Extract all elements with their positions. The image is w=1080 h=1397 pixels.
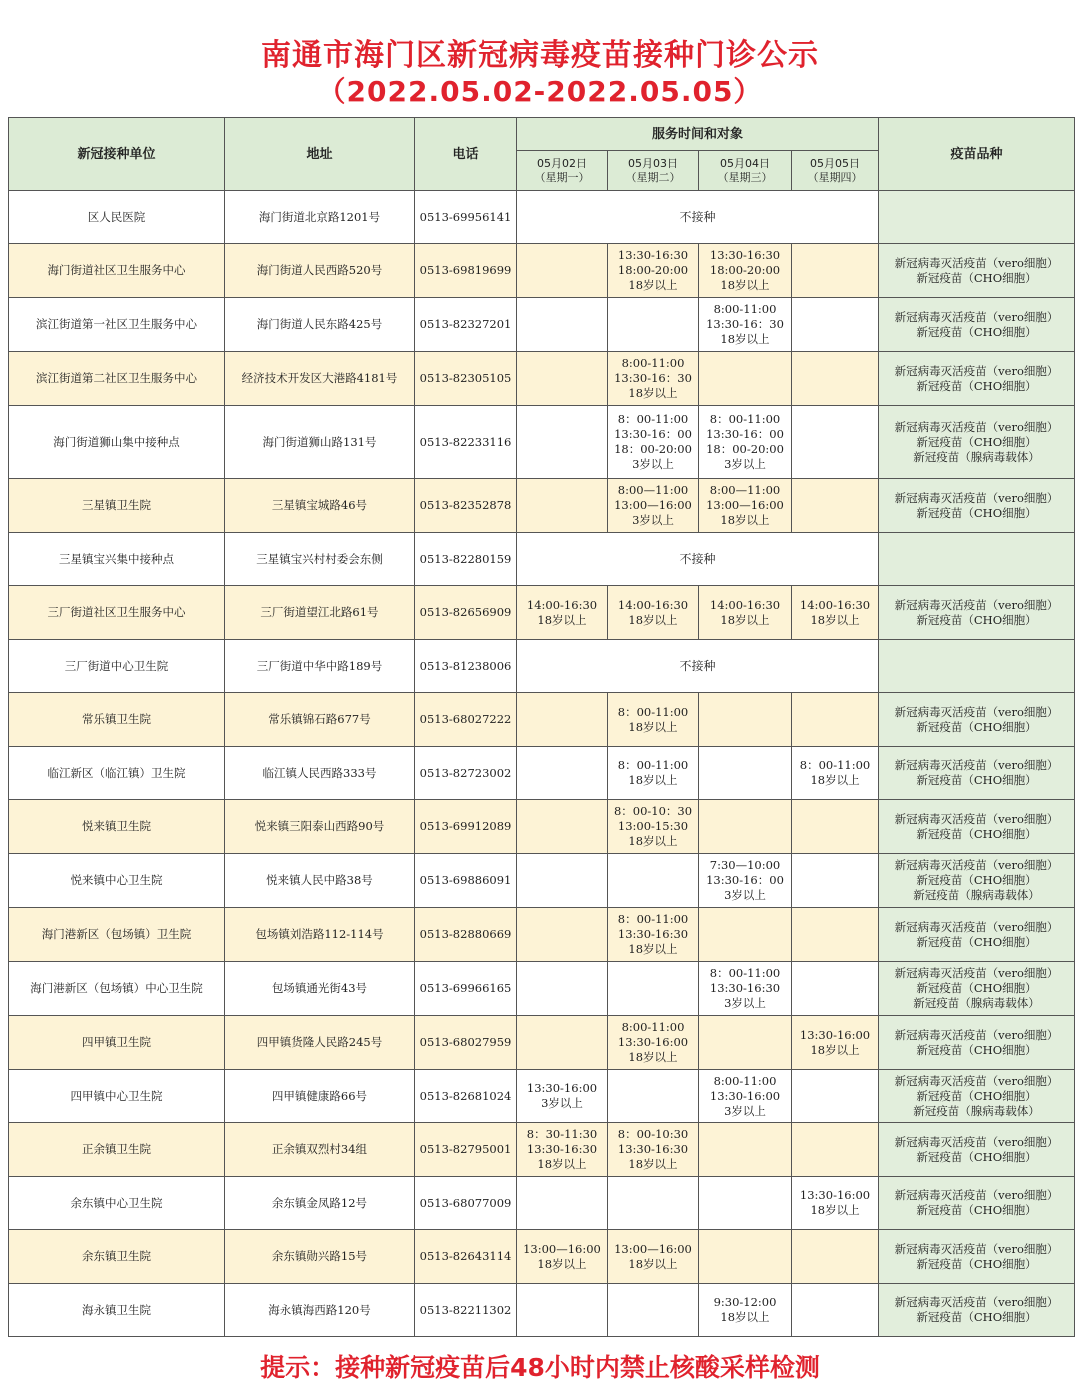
unit-phone: 0513-82211302	[415, 1284, 517, 1337]
service-time-cell	[792, 406, 879, 479]
unit-address: 包场镇刘浩路112-114号	[225, 908, 415, 962]
service-time-cell	[517, 352, 608, 406]
service-time-cell	[699, 352, 792, 406]
unit-name: 区人民医院	[9, 191, 225, 244]
service-time-cell	[608, 298, 699, 352]
service-time-cell	[517, 406, 608, 479]
service-time-cell	[699, 800, 792, 854]
vaccine-types: 新冠病毒灭活疫苗（vero细胞） 新冠疫苗（CHO细胞）	[879, 1284, 1075, 1337]
unit-address: 海永镇海西路120号	[225, 1284, 415, 1337]
service-time-cell: 14:00-16:30 18岁以上	[517, 586, 608, 640]
table-row	[9, 1123, 1075, 1177]
unit-phone: 0513-68077009	[415, 1177, 517, 1230]
service-time-cell	[792, 854, 879, 908]
day-week: （星期二）	[625, 170, 681, 184]
unit-phone: 0513-82280159	[415, 533, 517, 586]
table-row	[9, 640, 1075, 693]
unit-phone: 0513-82327201	[415, 298, 517, 352]
table-row	[9, 191, 1075, 244]
header-vaccine: 疫苗品种	[879, 118, 1075, 191]
unit-address: 余东镇金凤路12号	[225, 1177, 415, 1230]
service-time-cell	[608, 1070, 699, 1123]
day-date: 05月05日	[810, 156, 860, 170]
no-vaccination-note: 不接种	[517, 640, 879, 693]
service-time-cell	[792, 693, 879, 747]
table-row	[9, 1284, 1075, 1337]
unit-phone: 0513-82681024	[415, 1070, 517, 1123]
service-time-cell	[792, 1123, 879, 1177]
unit-name: 悦来镇卫生院	[9, 800, 225, 854]
service-time-cell	[792, 244, 879, 298]
unit-name: 三星镇宝兴集中接种点	[9, 533, 225, 586]
vaccine-types: 新冠病毒灭活疫苗（vero细胞） 新冠疫苗（CHO细胞） 新冠疫苗（腺病毒载体）	[879, 1070, 1075, 1123]
service-time-cell	[517, 747, 608, 800]
service-time-cell	[608, 1177, 699, 1230]
service-time-cell: 13:00—16:00 18岁以上	[608, 1230, 699, 1284]
service-time-cell	[517, 298, 608, 352]
vaccine-types: 新冠病毒灭活疫苗（vero细胞） 新冠疫苗（CHO细胞）	[879, 908, 1075, 962]
table-row	[9, 800, 1075, 854]
unit-name: 余东镇中心卫生院	[9, 1177, 225, 1230]
day-date: 05月02日	[537, 156, 587, 170]
header-day	[608, 151, 699, 191]
unit-address: 常乐镇锦石路677号	[225, 693, 415, 747]
service-time-cell	[517, 854, 608, 908]
unit-address: 悦来镇三阳泰山西路90号	[225, 800, 415, 854]
vaccine-types: 新冠病毒灭活疫苗（vero细胞） 新冠疫苗（CHO细胞）	[879, 586, 1075, 640]
service-time-cell: 8：30-11:30 13:30-16:30 18岁以上	[517, 1123, 608, 1177]
unit-address: 三厂街道中华中路189号	[225, 640, 415, 693]
header-phone: 电话	[415, 118, 517, 191]
service-time-cell: 8:00—11:00 13:00—16:00 18岁以上	[699, 479, 792, 533]
table-row	[9, 854, 1075, 908]
service-time-cell: 14:00-16:30 18岁以上	[608, 586, 699, 640]
service-time-cell	[699, 908, 792, 962]
unit-address: 余东镇勋兴路15号	[225, 1230, 415, 1284]
unit-name: 四甲镇中心卫生院	[9, 1070, 225, 1123]
unit-phone: 0513-69819699	[415, 244, 517, 298]
table-row	[9, 586, 1075, 640]
vaccine-types: 新冠病毒灭活疫苗（vero细胞） 新冠疫苗（CHO细胞） 新冠疫苗（腺病毒载体）	[879, 854, 1075, 908]
vaccine-types: 新冠病毒灭活疫苗（vero细胞） 新冠疫苗（CHO细胞）	[879, 1230, 1075, 1284]
service-time-cell: 13:30-16:30 18:00-20:00 18岁以上	[608, 244, 699, 298]
service-time-cell: 8:00—11:00 13:00—16:00 3岁以上	[608, 479, 699, 533]
service-time-cell	[699, 1016, 792, 1070]
service-time-cell: 13:00—16:00 18岁以上	[517, 1230, 608, 1284]
table-row	[9, 406, 1075, 479]
service-time-cell: 14:00-16:30 18岁以上	[699, 586, 792, 640]
unit-phone: 0513-69966165	[415, 962, 517, 1016]
service-time-cell	[792, 1230, 879, 1284]
service-time-cell: 8:00-11:00 13:30-16:00 18岁以上	[608, 1016, 699, 1070]
day-week: （星期一）	[534, 170, 590, 184]
unit-name: 临江新区（临江镇）卫生院	[9, 747, 225, 800]
service-time-cell: 13:30-16:00 18岁以上	[792, 1177, 879, 1230]
table-row	[9, 244, 1075, 298]
service-time-cell	[517, 1177, 608, 1230]
unit-address: 三星镇宝城路46号	[225, 479, 415, 533]
unit-phone: 0513-69912089	[415, 800, 517, 854]
unit-name: 余东镇卫生院	[9, 1230, 225, 1284]
header-day	[517, 151, 608, 191]
vaccine-types: 新冠病毒灭活疫苗（vero细胞） 新冠疫苗（CHO细胞） 新冠疫苗（腺病毒载体）	[879, 962, 1075, 1016]
service-time-cell	[699, 747, 792, 800]
header-day	[792, 151, 879, 191]
clinic-table	[8, 117, 1075, 1337]
service-time-cell: 8：00-11:00 13:30-16：00 18：00-20:00 3岁以上	[699, 406, 792, 479]
unit-address: 海门街道人民东路425号	[225, 298, 415, 352]
service-time-cell: 8：00-11:00 18岁以上	[792, 747, 879, 800]
service-time-cell	[699, 693, 792, 747]
unit-address: 四甲镇健康路66号	[225, 1070, 415, 1123]
table-row	[9, 693, 1075, 747]
service-time-cell	[517, 479, 608, 533]
service-time-cell: 8：00-10:30 13:30-16:30 18岁以上	[608, 1123, 699, 1177]
service-time-cell	[792, 1284, 879, 1337]
unit-address: 海门街道狮山路131号	[225, 406, 415, 479]
table-row	[9, 1177, 1075, 1230]
service-time-cell: 8：00-11:00 13:30-16:30 3岁以上	[699, 962, 792, 1016]
service-time-cell	[608, 854, 699, 908]
unit-name: 海门港新区（包场镇）中心卫生院	[9, 962, 225, 1016]
unit-name: 四甲镇卫生院	[9, 1016, 225, 1070]
service-time-cell	[517, 962, 608, 1016]
service-time-cell: 8：00-11:00 13:30-16:30 18岁以上	[608, 908, 699, 962]
unit-name: 滨江街道第二社区卫生服务中心	[9, 352, 225, 406]
vaccine-types: 新冠病毒灭活疫苗（vero细胞） 新冠疫苗（CHO细胞）	[879, 1016, 1075, 1070]
service-time-cell: 9:30-12:00 18岁以上	[699, 1284, 792, 1337]
date-range: （2022.05.02-2022.05.05）	[317, 75, 763, 108]
service-time-cell: 13:30-16:30 18:00-20:00 18岁以上	[699, 244, 792, 298]
day-date: 05月03日	[628, 156, 678, 170]
service-time-cell: 13:30-16:00 3岁以上	[517, 1070, 608, 1123]
unit-phone: 0513-82723002	[415, 747, 517, 800]
header-day	[699, 151, 792, 191]
service-time-cell	[517, 1284, 608, 1337]
unit-name: 海门街道社区卫生服务中心	[9, 244, 225, 298]
table-row	[9, 533, 1075, 586]
unit-phone: 0513-82656909	[415, 586, 517, 640]
service-time-cell	[699, 1177, 792, 1230]
unit-name: 悦来镇中心卫生院	[9, 854, 225, 908]
header-service: 服务时间和对象	[517, 118, 879, 151]
unit-name: 三厂街道中心卫生院	[9, 640, 225, 693]
service-time-cell	[792, 908, 879, 962]
header-unit: 新冠接种单位	[9, 118, 225, 191]
table-row	[9, 962, 1075, 1016]
vaccine-types: 新冠病毒灭活疫苗（vero细胞） 新冠疫苗（CHO细胞）	[879, 1177, 1075, 1230]
no-vaccination-note: 不接种	[517, 533, 879, 586]
unit-name: 海永镇卫生院	[9, 1284, 225, 1337]
table-row	[9, 1070, 1075, 1123]
service-time-cell	[608, 962, 699, 1016]
unit-name: 正余镇卫生院	[9, 1123, 225, 1177]
table-row	[9, 1230, 1075, 1284]
unit-phone: 0513-82305105	[415, 352, 517, 406]
day-week: （星期三）	[717, 170, 773, 184]
unit-address: 经济技术开发区大港路4181号	[225, 352, 415, 406]
unit-phone: 0513-69886091	[415, 854, 517, 908]
table-row	[9, 479, 1075, 533]
unit-address: 悦来镇人民中路38号	[225, 854, 415, 908]
service-time-cell	[699, 1123, 792, 1177]
service-time-cell: 13:30-16:00 18岁以上	[792, 1016, 879, 1070]
unit-phone: 0513-81238006	[415, 640, 517, 693]
vaccine-types: 新冠病毒灭活疫苗（vero细胞） 新冠疫苗（CHO细胞）	[879, 244, 1075, 298]
service-time-cell	[792, 800, 879, 854]
unit-address: 三厂街道望江北路61号	[225, 586, 415, 640]
service-time-cell: 8:00-11:00 13:30-16:00 3岁以上	[699, 1070, 792, 1123]
service-time-cell	[517, 693, 608, 747]
unit-address: 海门街道人民西路520号	[225, 244, 415, 298]
unit-address: 四甲镇货隆人民路245号	[225, 1016, 415, 1070]
vaccine-types	[879, 533, 1075, 586]
vaccine-types: 新冠病毒灭活疫苗（vero细胞） 新冠疫苗（CHO细胞）	[879, 747, 1075, 800]
table-row	[9, 1016, 1075, 1070]
service-time-cell: 8：00-11:00 18岁以上	[608, 747, 699, 800]
service-time-cell: 7:30—10:00 13:30-16：00 3岁以上	[699, 854, 792, 908]
service-time-cell	[699, 1230, 792, 1284]
service-time-cell	[792, 1070, 879, 1123]
header-address: 地址	[225, 118, 415, 191]
unit-name: 海门街道狮山集中接种点	[9, 406, 225, 479]
unit-phone: 0513-82795001	[415, 1123, 517, 1177]
service-time-cell	[517, 800, 608, 854]
service-time-cell	[517, 244, 608, 298]
unit-phone: 0513-68027959	[415, 1016, 517, 1070]
table-row	[9, 908, 1075, 962]
vaccine-types: 新冠病毒灭活疫苗（vero细胞） 新冠疫苗（CHO细胞）	[879, 479, 1075, 533]
table-row	[9, 298, 1075, 352]
table-row	[9, 747, 1075, 800]
service-time-cell	[792, 962, 879, 1016]
vaccine-types: 新冠病毒灭活疫苗（vero细胞） 新冠疫苗（CHO细胞）	[879, 352, 1075, 406]
day-week: （星期四）	[807, 170, 863, 184]
page-title: 南通市海门区新冠病毒疫苗接种门诊公示	[261, 38, 819, 73]
service-time-cell: 8:00-11:00 13:30-16：30 18岁以上	[608, 352, 699, 406]
unit-phone: 0513-69956141	[415, 191, 517, 244]
unit-phone: 0513-82233116	[415, 406, 517, 479]
unit-name: 海门港新区（包场镇）卫生院	[9, 908, 225, 962]
unit-address: 正余镇双烈村34组	[225, 1123, 415, 1177]
service-time-cell: 14:00-16:30 18岁以上	[792, 586, 879, 640]
vaccine-types: 新冠病毒灭活疫苗（vero细胞） 新冠疫苗（CHO细胞）	[879, 1123, 1075, 1177]
service-time-cell: 8：00-11:00 18岁以上	[608, 693, 699, 747]
service-time-cell: 8:00-11:00 13:30-16：30 18岁以上	[699, 298, 792, 352]
day-date: 05月04日	[720, 156, 770, 170]
service-time-cell	[792, 479, 879, 533]
service-time-cell	[792, 298, 879, 352]
vaccine-types: 新冠病毒灭活疫苗（vero细胞） 新冠疫苗（CHO细胞）	[879, 693, 1075, 747]
table-row	[9, 352, 1075, 406]
vaccine-types: 新冠病毒灭活疫苗（vero细胞） 新冠疫苗（CHO细胞）	[879, 800, 1075, 854]
service-time-cell	[517, 908, 608, 962]
unit-address: 三星镇宝兴村村委会东侧	[225, 533, 415, 586]
unit-phone: 0513-82352878	[415, 479, 517, 533]
vaccine-types	[879, 640, 1075, 693]
vaccine-types: 新冠病毒灭活疫苗（vero细胞） 新冠疫苗（CHO细胞） 新冠疫苗（腺病毒载体）	[879, 406, 1075, 479]
unit-name: 滨江街道第一社区卫生服务中心	[9, 298, 225, 352]
service-time-cell: 8：00-11:00 13:30-16：00 18：00-20:00 3岁以上	[608, 406, 699, 479]
vaccine-types	[879, 191, 1075, 244]
unit-name: 三厂街道社区卫生服务中心	[9, 586, 225, 640]
unit-phone: 0513-82643114	[415, 1230, 517, 1284]
vaccine-types: 新冠病毒灭活疫苗（vero细胞） 新冠疫苗（CHO细胞）	[879, 298, 1075, 352]
service-time-cell	[792, 352, 879, 406]
service-time-cell	[608, 1284, 699, 1337]
nucleic-test-tip: 提示：接种新冠疫苗后48小时内禁止核酸采样检测	[260, 1353, 820, 1382]
unit-phone: 0513-68027222	[415, 693, 517, 747]
unit-phone: 0513-82880669	[415, 908, 517, 962]
unit-address: 临江镇人民西路333号	[225, 747, 415, 800]
unit-name: 三星镇卫生院	[9, 479, 225, 533]
unit-name: 常乐镇卫生院	[9, 693, 225, 747]
no-vaccination-note: 不接种	[517, 191, 879, 244]
service-time-cell	[517, 1016, 608, 1070]
service-time-cell: 8：00-10：30 13:00-15:30 18岁以上	[608, 800, 699, 854]
unit-address: 海门街道北京路1201号	[225, 191, 415, 244]
unit-address: 包场镇通光街43号	[225, 962, 415, 1016]
